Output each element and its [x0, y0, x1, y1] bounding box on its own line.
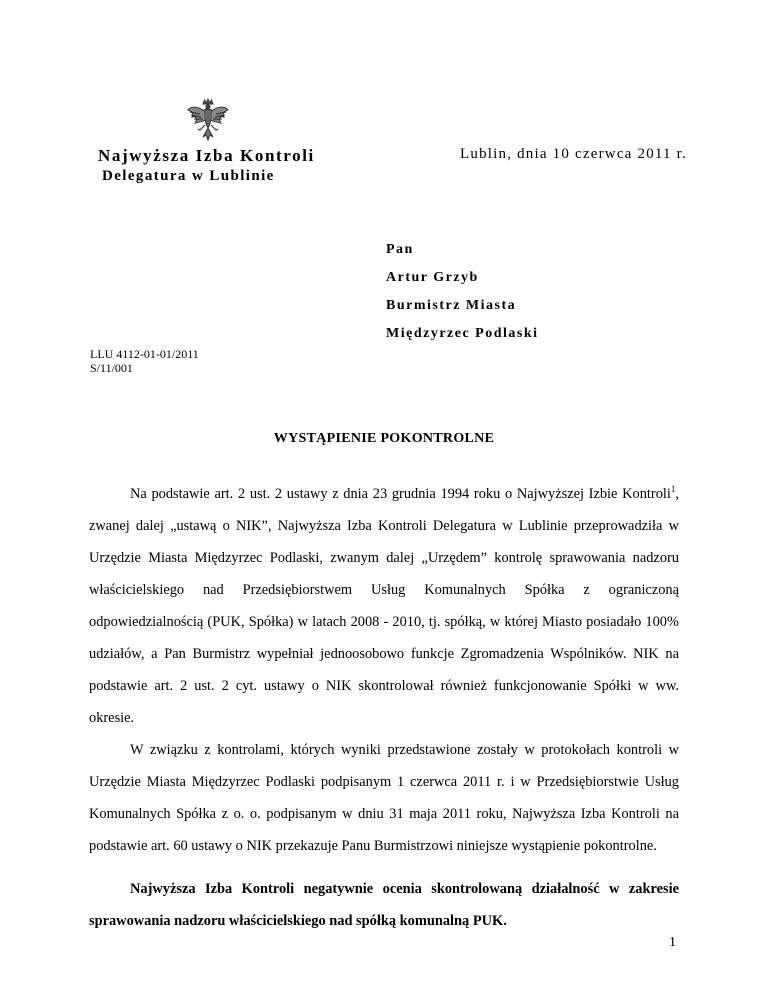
paragraph-2: W związku z kontrolami, których wyniki przedstawione zostały w protokołach kontroli w Urzędzie Miasta Międzyrzec Podlaski podpisanym 1 czerwca 2011 r. i w Przedsiębiorstwie Usług Komunalnych Spółka z o. o. podpisanym w dniu 31 maja 2011 roku, Najwyższa Izba Kontroli na podstawie art. 60 ustawy o NIK przekazuje Panu Burmistrzowi niniejsze wystąpienie pokontrolne.: [89, 742, 679, 854]
department-name: Delegatura w Lublinie: [102, 168, 275, 184]
addressee-block: [386, 240, 539, 352]
reference-numbers: [90, 347, 199, 375]
case-number: LLU 4112-01-01/2011: [90, 347, 199, 361]
case-signature: S/11/001: [90, 361, 133, 375]
paragraph-1: [89, 478, 679, 734]
addressee-position: Burmistrz Miasta: [386, 298, 517, 313]
document-body: [89, 478, 679, 937]
document-title: WYSTĄPIENIE POKONTROLNE: [273, 431, 495, 446]
page-number: 1: [669, 935, 676, 950]
place-and-date: Lublin, dnia 10 czerwca 2011 r.: [460, 146, 687, 162]
polish-eagle-emblem-icon: [186, 97, 230, 145]
addressee-name: Artur Grzyb: [386, 270, 479, 285]
organization-name: Najwyższa Izba Kontroli: [98, 146, 315, 165]
addressee-city: Międzyrzec Podlaski: [386, 326, 539, 341]
paragraph-1-part-b: , zwanej dalej „ustawą o NIK”, Najwyższa Izba Kontroli Delegatura w Lublinie przeprowadziła w Urzędzie Miasta Międzyrzec Podlaski, zwanym dalej „Urzędem” kontrolę sprawowania nadzoru właścicielskiego nad Przedsiębiorstwem Usług Komunalnych Spółka z ograniczoną odpowiedzialnością (PUK, Spółka) w latach 2008 - 2010, tj. spółką, w której Miasto posiadało 100% udziałów, a Pan Burmistrz wypełniał jednoosobowo funkcje Zgromadzenia Wspólników. NIK na podstawie art. 2 ust. 2 cyt. ustawy o NIK skontrolował również funkcjonowanie Spółki w ww. okresie.: [89, 486, 679, 726]
addressee-salutation: Pan: [386, 242, 414, 257]
conclusion-paragraph: Najwyższa Izba Kontroli negatywnie ocenia skontrolowaną działalność w zakresie sprawowania nadzoru właścicielskiego nad spółką komunalną PUK.: [89, 881, 679, 929]
paragraph-1-part-a: Na podstawie art. 2 ust. 2 ustawy z dnia 23 grudnia 1994 roku o Najwyższej Izbie Kontroli: [130, 486, 671, 502]
footnote-marker: 1: [670, 484, 676, 495]
